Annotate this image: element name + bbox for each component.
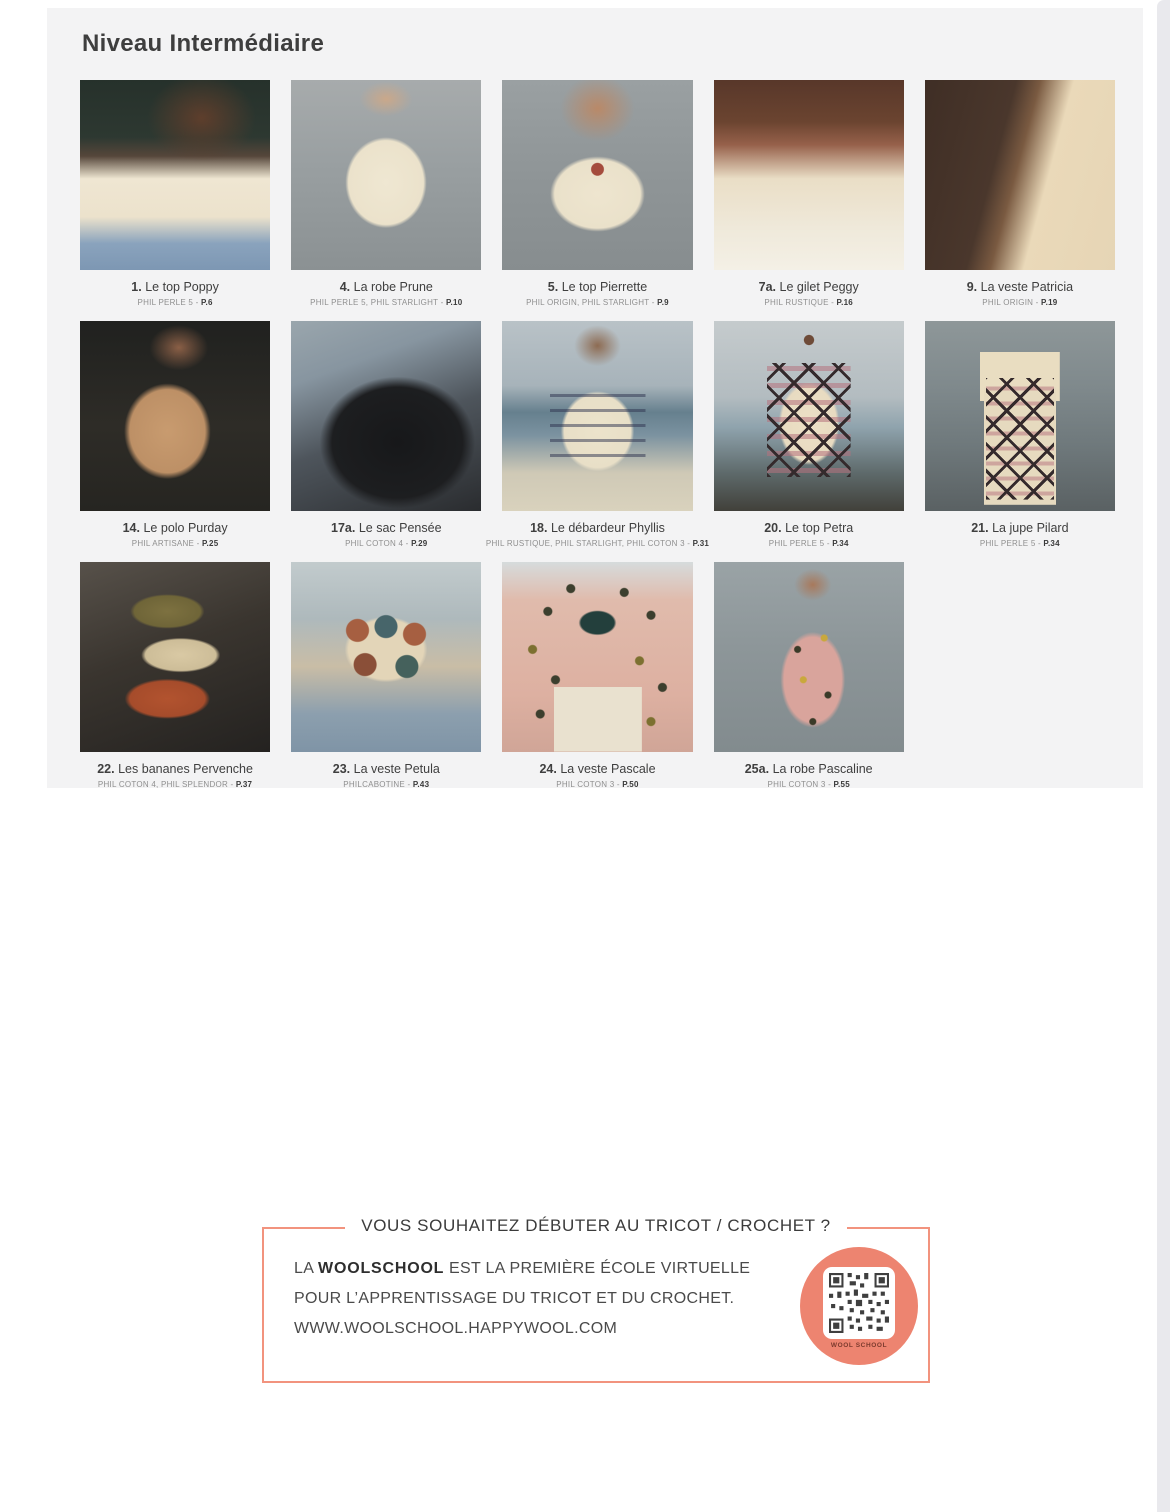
product-photo[interactable] (502, 562, 692, 752)
item-materials-line (478, 537, 716, 550)
item-caption (291, 761, 481, 791)
item-name: Le top Pierrette (561, 280, 648, 294)
item-name: La veste Patricia (980, 280, 1074, 294)
item-page-ref: P.31 (692, 539, 710, 548)
item-name: Le sac Pensée (358, 521, 442, 535)
item-number: 18. (530, 521, 548, 535)
item-number: 25a. (744, 762, 770, 776)
item-materials-line (690, 537, 928, 550)
item-caption (291, 279, 481, 309)
product-photo[interactable] (291, 321, 481, 511)
item-materials-line (56, 296, 294, 309)
promo-text (294, 1254, 774, 1344)
item-title-line (291, 520, 481, 537)
item-title-line (80, 520, 270, 537)
item-title-line (714, 279, 904, 296)
item-materials: PHIL PERLE 5, PHIL STARLIGHT - (310, 298, 446, 307)
promo-line1-post: EST LA PREMIÈRE ÉCOLE VIRTUELLE (449, 1260, 751, 1277)
product-photo[interactable] (925, 80, 1115, 270)
item-materials-line (267, 537, 505, 550)
qr-code (823, 1267, 895, 1339)
item-title-line (80, 279, 270, 296)
item-name: La veste Petula (353, 762, 440, 776)
catalog-item[interactable] (502, 80, 692, 309)
item-materials: PHIL COTON 4 - (345, 539, 412, 548)
product-photo[interactable] (80, 80, 270, 270)
catalog-item[interactable] (291, 80, 481, 309)
item-materials-line (478, 778, 716, 791)
item-title-line (925, 279, 1115, 296)
item-page-ref: P.25 (202, 539, 219, 548)
product-photo[interactable] (291, 80, 481, 270)
item-page-ref: P.19 (1041, 298, 1058, 307)
item-caption (80, 279, 270, 309)
item-number: 7a. (758, 280, 777, 294)
item-materials: PHIL ORIGIN - (982, 298, 1042, 307)
catalog-item[interactable] (925, 80, 1115, 309)
item-caption (502, 279, 692, 309)
qr-code-pattern (829, 1273, 889, 1333)
item-materials: PHIL PERLE 5 - (768, 539, 833, 548)
item-caption (291, 520, 481, 550)
item-title-line (502, 761, 692, 778)
item-number: 23. (332, 762, 351, 776)
catalog-item[interactable] (80, 321, 270, 550)
item-materials-line (901, 296, 1139, 309)
item-materials-line (690, 296, 928, 309)
catalog-item[interactable] (714, 321, 904, 550)
catalog-item[interactable] (80, 80, 270, 309)
item-title-line (502, 279, 692, 296)
promo-heading: VOUS SOUHAITEZ DÉBUTER AU TRICOT / CROCHET ? (264, 1216, 928, 1236)
item-number: 14. (122, 521, 140, 535)
item-number: 24. (539, 762, 557, 776)
item-name: La jupe Pilard (992, 521, 1069, 535)
item-title-line (80, 761, 270, 778)
qr-label: WOOL SCHOOL (830, 1342, 888, 1349)
item-materials: PHIL ORIGIN, PHIL STARLIGHT - (526, 298, 658, 307)
item-page-ref: P.16 (836, 298, 853, 307)
item-page-ref: P.37 (235, 780, 253, 789)
item-caption (714, 279, 904, 309)
item-name: La veste Pascale (560, 762, 656, 776)
qr-circle (800, 1247, 918, 1365)
item-page-ref: P.50 (622, 780, 639, 789)
item-caption (925, 279, 1115, 309)
catalog-item[interactable] (925, 321, 1115, 550)
product-photo[interactable] (714, 80, 904, 270)
item-materials: PHILCABOTINE - (343, 780, 413, 789)
item-page-ref: P.10 (445, 298, 463, 307)
item-materials-line (690, 778, 928, 791)
promo-line1-pre: LA (294, 1260, 314, 1277)
item-title-line (714, 520, 904, 537)
item-title-line (714, 761, 904, 778)
catalog-grid (80, 80, 1115, 791)
item-page-ref: P.34 (1043, 539, 1060, 548)
item-number: 22. (97, 762, 115, 776)
item-materials-line (56, 778, 294, 791)
item-materials-line (478, 296, 716, 309)
item-number: 1. (131, 280, 142, 294)
item-name: La robe Prune (353, 280, 433, 294)
item-title-line (291, 279, 481, 296)
item-materials: PHIL RUSTIQUE - (764, 298, 837, 307)
item-name: Les bananes Pervenche (118, 762, 253, 776)
item-number: 21. (971, 521, 989, 535)
item-materials-line (267, 778, 505, 791)
product-photo[interactable] (80, 321, 270, 511)
item-name: Le top Poppy (145, 280, 219, 294)
level-section (47, 8, 1143, 788)
item-materials-line (267, 296, 505, 309)
item-title-line (925, 520, 1115, 537)
promo-line2: POUR L’APPRENTISSAGE DU TRICOT ET DU CROCHET. (294, 1290, 735, 1307)
woolschool-logo: WOOLSCHOOL (318, 1260, 445, 1277)
item-caption (714, 761, 904, 791)
item-title-line (502, 520, 692, 537)
item-caption (80, 761, 270, 791)
item-caption (80, 520, 270, 550)
item-number: 4. (339, 280, 351, 294)
item-page-ref: P.6 (200, 298, 213, 307)
item-page-ref: P.29 (411, 539, 428, 548)
item-caption (502, 761, 692, 791)
item-materials-line (56, 537, 294, 550)
catalog-item[interactable] (714, 562, 904, 791)
item-number: 20. (764, 521, 782, 535)
section-title: Niveau Intermédiaire (82, 30, 325, 57)
item-materials: PHIL PERLE 5 - (137, 298, 201, 307)
item-name: Le débardeur Phyllis (550, 521, 665, 535)
catalog-item[interactable] (291, 321, 481, 550)
product-photo[interactable] (925, 321, 1115, 511)
catalog-item[interactable] (291, 562, 481, 791)
item-page-ref: P.43 (412, 780, 430, 789)
item-caption (485, 520, 710, 550)
item-materials: PHIL COTON 3 - (556, 780, 623, 789)
product-photo[interactable] (714, 562, 904, 752)
woolschool-url[interactable]: WWW.WOOLSCHOOL.HAPPYWOOL.COM (294, 1320, 618, 1337)
product-photo[interactable] (502, 80, 692, 270)
item-page-ref: P.55 (833, 780, 850, 789)
item-title-line (291, 761, 481, 778)
product-photo[interactable] (291, 562, 481, 752)
item-name: Le top Petra (785, 521, 854, 535)
item-number: 17a. (331, 521, 356, 535)
catalog-item[interactable] (80, 562, 270, 791)
item-materials: PHIL PERLE 5 - (979, 539, 1044, 548)
item-number: 5. (547, 280, 559, 294)
item-caption (714, 520, 904, 550)
catalog-item[interactable] (485, 321, 710, 550)
item-materials-line (901, 537, 1139, 550)
product-photo[interactable] (80, 562, 270, 752)
item-name: Le gilet Peggy (779, 280, 859, 294)
item-materials: PHIL RUSTIQUE, PHIL STARLIGHT, PHIL COTON 3 - (485, 539, 693, 548)
item-materials: PHIL COTON 4, PHIL SPLENDOR - (97, 780, 236, 789)
item-name: Le polo Purday (143, 521, 228, 535)
item-page-ref: P.9 (657, 298, 669, 307)
woolschool-promo-box (262, 1216, 930, 1383)
item-caption (925, 520, 1115, 550)
item-materials: PHIL COTON 3 - (767, 780, 834, 789)
product-photo[interactable] (714, 321, 904, 511)
item-page-ref: P.34 (832, 539, 849, 548)
catalog-item[interactable] (502, 562, 692, 791)
item-number: 9. (966, 280, 978, 294)
item-materials: PHIL ARTISANE - (131, 539, 202, 548)
item-name: La robe Pascaline (772, 762, 873, 776)
catalog-item[interactable] (714, 80, 904, 309)
product-photo[interactable] (502, 321, 692, 511)
scrollbar-track[interactable] (1157, 0, 1170, 1512)
